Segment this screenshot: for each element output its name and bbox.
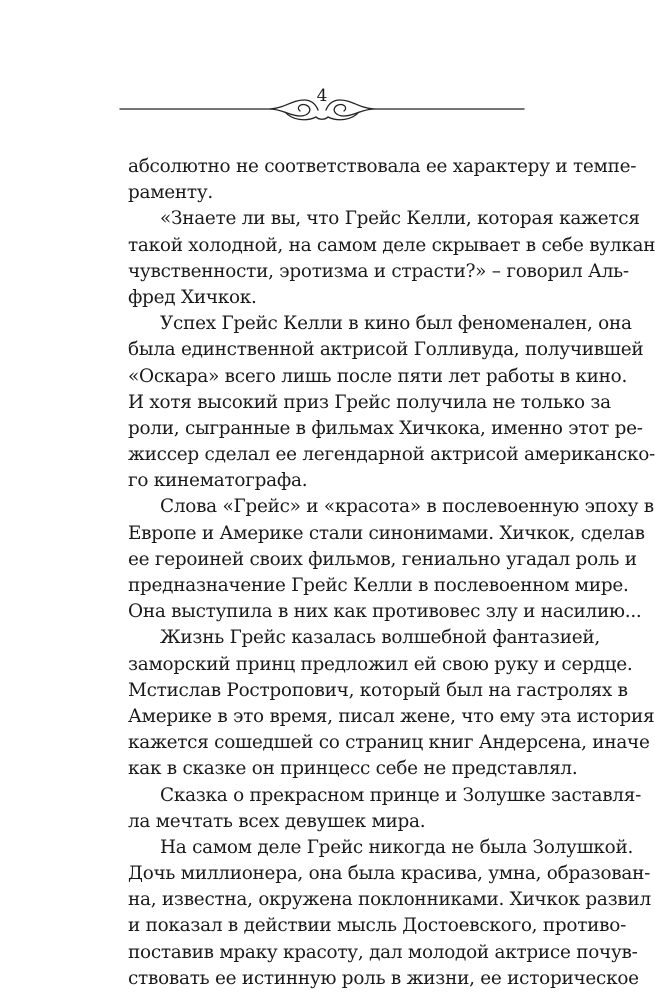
text-line: Мстислав Ростропович, который был на гастролях в [128, 679, 628, 701]
page-header [120, 86, 524, 126]
text-line: Сказка о прекрасном принце и Золушке заставля- [160, 784, 642, 806]
text-line: Она выступила в них как противовес злу и насилию... [128, 601, 642, 623]
text-line: на, известна, окружена поклонниками. Хичкок развил [128, 889, 651, 911]
text-line: чувственности, эротизма и страсти?» – говорил Аль- [128, 260, 629, 282]
text-line: На самом деле Грейс никогда не была Золушкой. [160, 836, 634, 858]
text-line: абсолютно не соответствовала ее характеру и темпе- [128, 156, 637, 177]
text-line: го кинематографа. [128, 470, 308, 492]
text-line: роли, сыгранные в фильмах Хичкока, именно этот ре- [128, 417, 643, 439]
text-line: заморский принц предложил ей свою руку и сердце. [128, 653, 633, 675]
text-line: ствовать ее истинную роль в жизни, ее историческое [128, 967, 639, 989]
text-line: «Оскара» всего лишь после пяти лет работы в кино. [128, 365, 628, 387]
text-line: поставив мраку красоту, дал молодой актрисе почув- [128, 941, 638, 963]
text-line: раменту. [128, 182, 214, 204]
text-line: Успех Грейс Келли в кино был феноменален, она [160, 313, 632, 335]
text-line: ла мечтать всех девушек мира. [128, 810, 426, 832]
text-line: жиссер сделал ее легендарной актрисой американско- [128, 444, 655, 466]
text-line: кажется сошедшей со страниц книг Андерсена, иначе [128, 732, 650, 754]
text-line: предназначение Грейс Келли в послевоенном мире. [128, 575, 629, 596]
text-line: ее героиней своих фильмов, гениально угадал роль и [128, 548, 637, 570]
page-number: 4 [316, 86, 328, 106]
text-line: фред Хичкок. [128, 286, 257, 308]
text-line: Слова «Грейс» и «красота» в послевоенную эпоху в [160, 496, 654, 518]
text-line: была единственной актрисой Голливуда, получившей [128, 339, 644, 361]
text-line: такой холодной, на самом деле скрывает в себе вулкан [128, 234, 655, 256]
text-line: Дочь миллионера, она была красива, умна, образован- [128, 863, 651, 885]
text-line: Америке в это время, писал жене, что ему эта история [128, 705, 655, 727]
text-line: И хотя высокий приз Грейс получила не только за [128, 391, 611, 413]
text-line: как в сказке он принцесс себе не представлял. [128, 758, 578, 780]
text-line: Жизнь Грейс казалась волшебной фантазией, [160, 627, 600, 649]
text-line: Европе и Америке стали синонимами. Хичкок, сделав [128, 522, 645, 544]
text-line: и показал в действии мысль Достоевского, противо- [128, 915, 627, 937]
text-line: «Знаете ли вы, что Грейс Келли, которая кажется [160, 208, 640, 230]
body-text [128, 154, 655, 992]
